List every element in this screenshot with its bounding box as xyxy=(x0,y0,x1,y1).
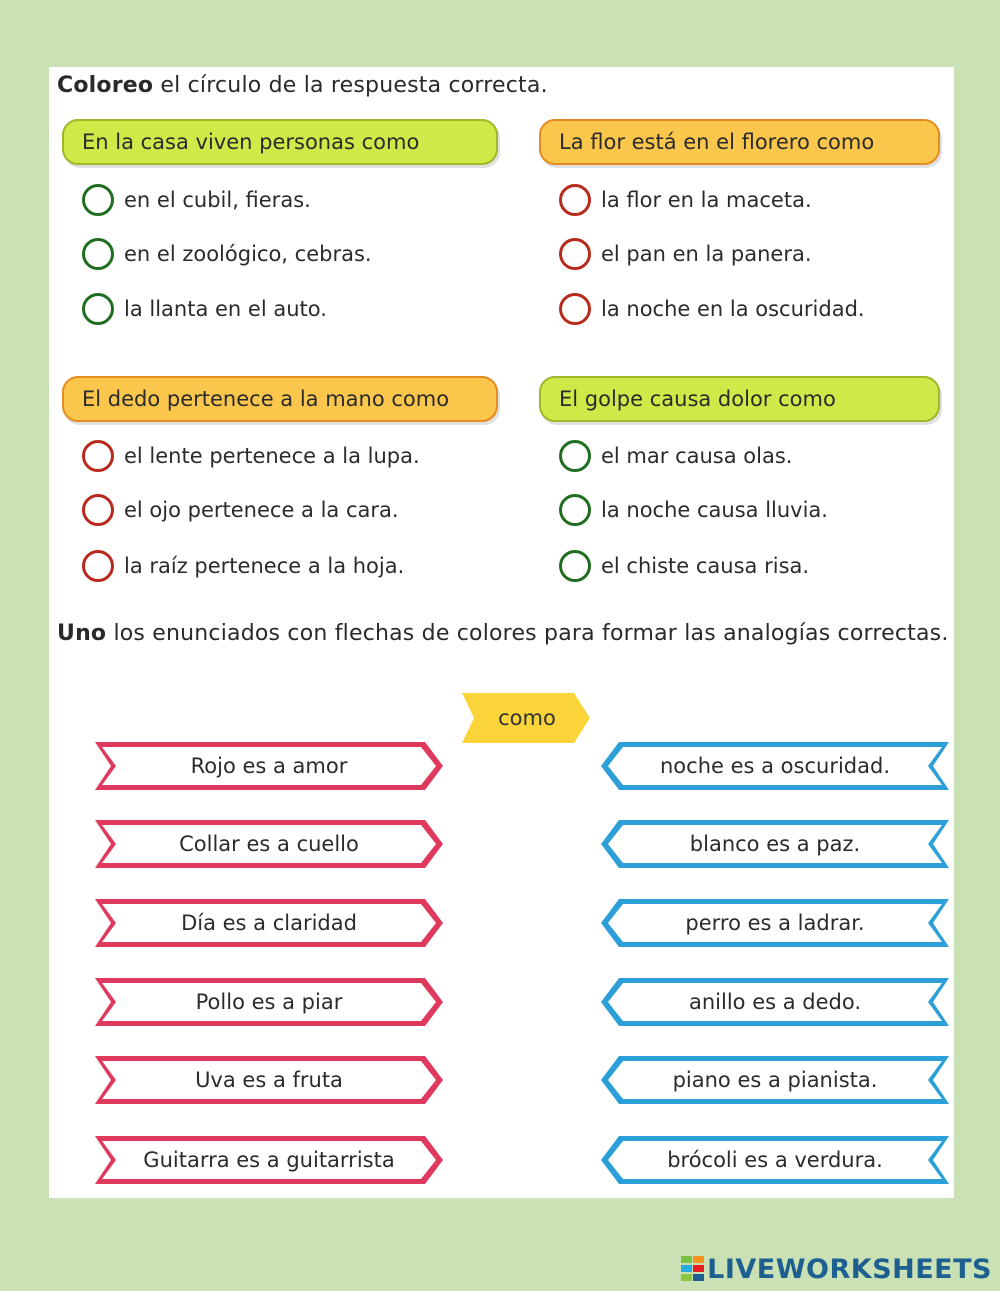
liveworksheets-wordmark: LIVEWORKSHEETS xyxy=(707,1253,992,1285)
option-text: el ojo pertenece a la cara. xyxy=(124,498,399,522)
answer-circle[interactable] xyxy=(82,494,114,526)
card-label: Uva es a fruta xyxy=(195,1068,343,1092)
instruction-color-circle xyxy=(57,73,548,98)
option-3-3 xyxy=(82,546,404,586)
answer-circle[interactable] xyxy=(82,184,114,216)
option-3-2 xyxy=(82,490,399,530)
card-label: Guitarra es a guitarrista xyxy=(143,1148,395,1172)
question-prompt-2: La flor está en el florero como xyxy=(539,119,940,165)
left-card-6[interactable] xyxy=(93,1134,445,1186)
instruction-verb: Coloreo xyxy=(57,73,154,98)
right-card-3[interactable] xyxy=(599,897,951,949)
right-card-1[interactable] xyxy=(599,740,951,792)
right-card-6[interactable] xyxy=(599,1134,951,1186)
instruction-match-arrows xyxy=(57,617,952,650)
left-card-1[interactable] xyxy=(93,740,445,792)
right-card-5[interactable] xyxy=(599,1054,951,1106)
option-text: la flor en la maceta. xyxy=(601,188,812,212)
answer-circle[interactable] xyxy=(559,293,591,325)
option-text: el lente pertenece a la lupa. xyxy=(124,444,420,468)
option-text: la raíz pertenece a la hoja. xyxy=(124,554,405,578)
option-text: la noche causa lluvia. xyxy=(601,498,828,522)
question-prompt-3: El dedo pertenece a la mano como xyxy=(62,376,498,422)
question-prompt-4: El golpe causa dolor como xyxy=(539,376,940,422)
option-text: la llanta en el auto. xyxy=(124,297,327,321)
answer-circle[interactable] xyxy=(82,238,114,270)
option-1-3 xyxy=(82,289,327,329)
connector-tag xyxy=(462,692,592,744)
connector-label: como xyxy=(498,706,556,730)
option-4-1 xyxy=(559,436,792,476)
option-2-2 xyxy=(559,234,812,274)
option-text: el chiste causa risa. xyxy=(601,554,810,578)
right-card-2[interactable] xyxy=(599,818,951,870)
card-label: anillo es a dedo. xyxy=(688,990,862,1014)
option-4-3 xyxy=(559,546,809,586)
card-label: Collar es a cuello xyxy=(179,832,359,856)
left-card-3[interactable] xyxy=(93,897,445,949)
worksheet-page xyxy=(49,67,954,1198)
left-card-2[interactable] xyxy=(93,818,445,870)
right-card-4[interactable] xyxy=(599,976,951,1028)
card-label: piano es a pianista. xyxy=(672,1068,878,1092)
instruction-verb: Uno xyxy=(57,621,107,646)
answer-circle[interactable] xyxy=(82,293,114,325)
option-1-2 xyxy=(82,234,372,274)
answer-circle[interactable] xyxy=(559,238,591,270)
option-text: el mar causa olas. xyxy=(601,444,793,468)
answer-circle[interactable] xyxy=(559,494,591,526)
card-label: Pollo es a piar xyxy=(195,990,343,1014)
card-label: Día es a claridad xyxy=(181,911,357,935)
card-label: Rojo es a amor xyxy=(190,754,348,778)
answer-circle[interactable] xyxy=(559,440,591,472)
option-text: la noche en la oscuridad. xyxy=(601,297,865,321)
answer-circle[interactable] xyxy=(559,550,591,582)
card-label: brócoli es a verdura. xyxy=(667,1148,883,1172)
card-label: perro es a ladrar. xyxy=(685,911,865,935)
answer-circle[interactable] xyxy=(559,184,591,216)
liveworksheets-brand xyxy=(681,1254,992,1284)
instruction-text: el círculo de la respuesta correcta. xyxy=(153,73,548,98)
answer-circle[interactable] xyxy=(82,440,114,472)
option-1-1 xyxy=(82,180,311,220)
option-3-1 xyxy=(82,436,420,476)
option-2-1 xyxy=(559,180,812,220)
card-label: blanco es a paz. xyxy=(689,832,861,856)
option-4-2 xyxy=(559,490,828,530)
option-text: en el cubil, fieras. xyxy=(124,188,311,212)
answer-circle[interactable] xyxy=(82,550,114,582)
card-label: noche es a oscuridad. xyxy=(659,754,890,778)
question-prompt-1: En la casa viven personas como xyxy=(62,119,498,165)
option-2-3 xyxy=(559,289,865,329)
option-text: el pan en la panera. xyxy=(601,242,812,266)
liveworksheets-logo-icon xyxy=(681,1256,705,1282)
left-card-5[interactable] xyxy=(93,1054,445,1106)
left-card-4[interactable] xyxy=(93,976,445,1028)
option-text: en el zoológico, cebras. xyxy=(124,242,372,266)
instruction-text: los enunciados con flechas de colores para formar las analogías correctas. xyxy=(106,621,949,646)
